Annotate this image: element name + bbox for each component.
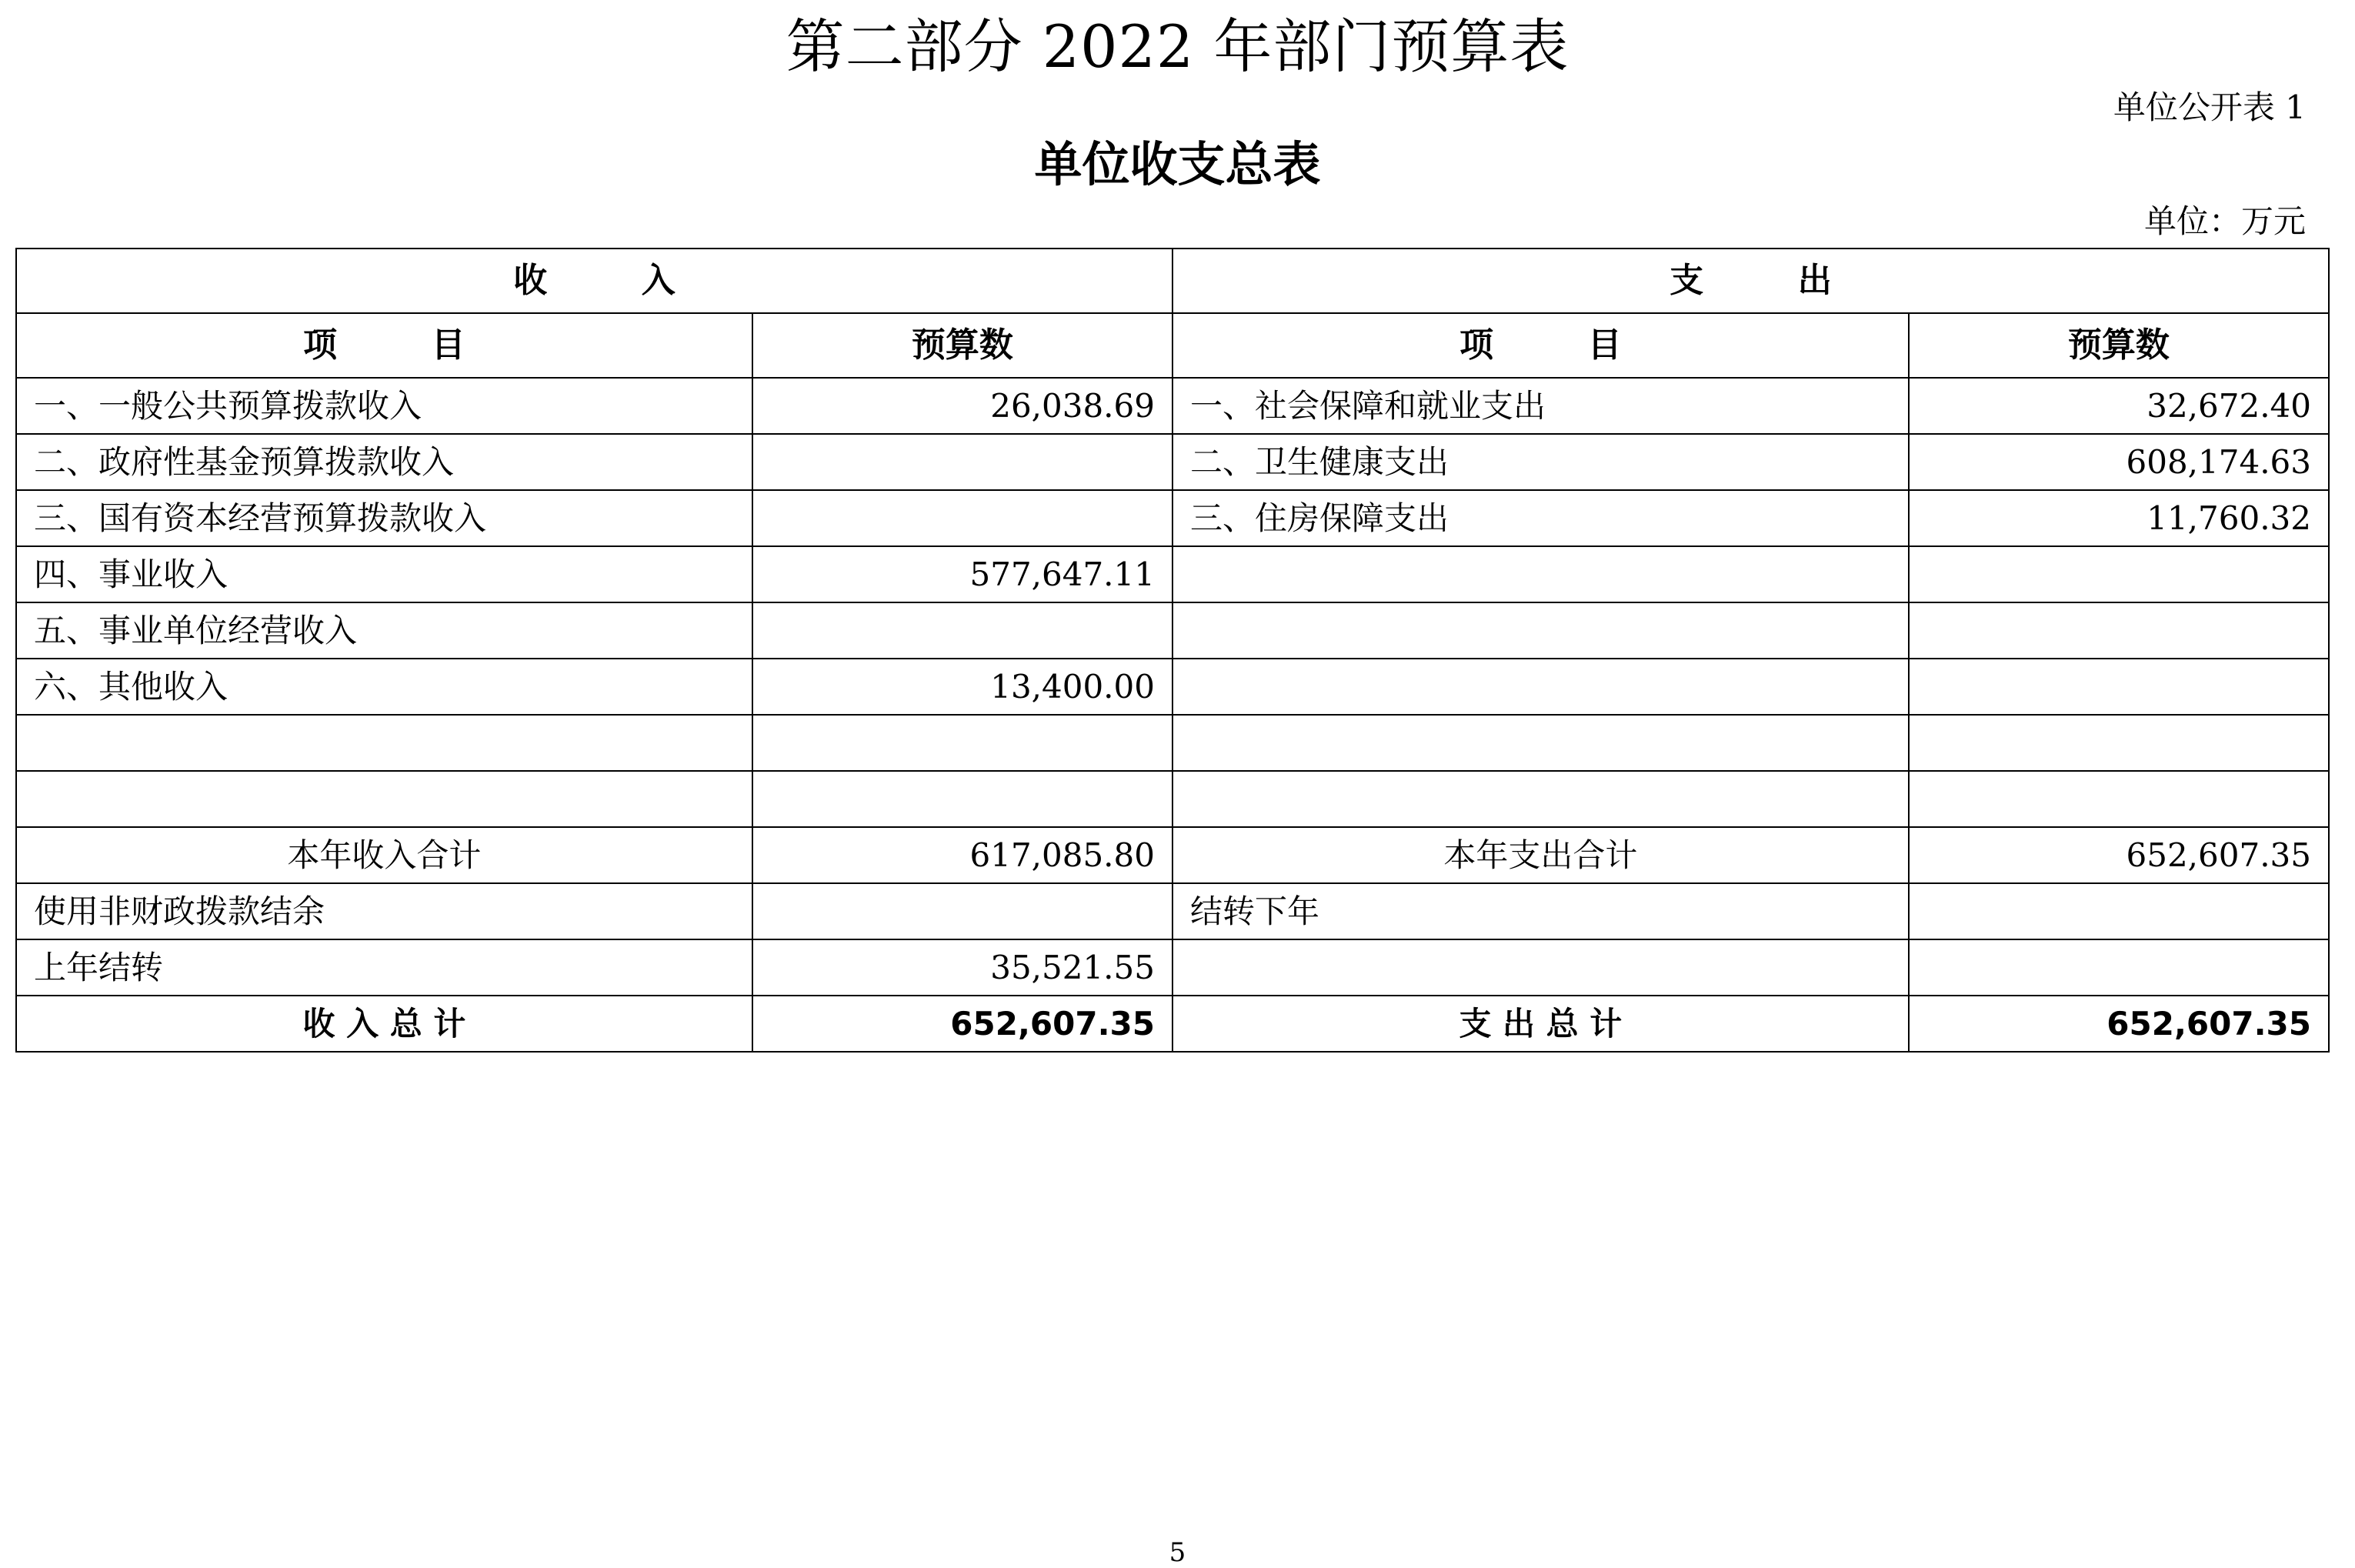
income-total-label: 收 入 总 计: [16, 996, 752, 1052]
expense-value: [1909, 939, 2329, 996]
expense-subtotal-label: 本年支出合计: [1172, 827, 1909, 883]
income-budget-header: 预算数: [752, 313, 1172, 378]
income-item: 五、事业单位经营收入: [16, 602, 752, 659]
income-item: [16, 771, 752, 827]
table-title: 单位收支总表: [1034, 136, 1321, 192]
expense-total-value: 652,607.35: [1909, 996, 2329, 1052]
expense-total-label: 支 出 总 计: [1172, 996, 1909, 1052]
table-code: 单位公开表 1: [2113, 88, 2306, 126]
expense-item: 结转下年: [1172, 883, 1909, 939]
page-number: 5: [1169, 1537, 1186, 1568]
income-value: 26,038.69: [752, 378, 1172, 434]
subtotal-row: [16, 827, 2329, 883]
expense-item: [1172, 659, 1909, 715]
income-item: [16, 715, 752, 771]
expense-value: [1909, 771, 2329, 827]
income-value: [752, 715, 1172, 771]
income-value: [752, 771, 1172, 827]
page-title: 第二部分 2022 年部门预算表: [786, 12, 1569, 81]
expense-subtotal-value: 652,607.35: [1909, 827, 2329, 883]
column-header-row: [16, 313, 2329, 378]
table-row: [16, 546, 2329, 602]
expense-value: [1909, 883, 2329, 939]
expense-item-header: 项 目: [1172, 313, 1909, 378]
expense-value: 608,174.63: [1909, 434, 2329, 490]
section-header-row: [16, 249, 2329, 313]
table-row: [16, 883, 2329, 939]
income-item: 六、其他收入: [16, 659, 752, 715]
table-row: [16, 378, 2329, 434]
table-row: [16, 490, 2329, 546]
expense-budget-header: 预算数: [1909, 313, 2329, 378]
income-value: 577,647.11: [752, 546, 1172, 602]
expense-value: 11,760.32: [1909, 490, 2329, 546]
income-value: 13,400.00: [752, 659, 1172, 715]
expense-item: 三、住房保障支出: [1172, 490, 1909, 546]
table-row: [16, 939, 2329, 996]
expense-value: [1909, 715, 2329, 771]
income-value: [752, 602, 1172, 659]
expense-item: [1172, 939, 1909, 996]
income-item: 上年结转: [16, 939, 752, 996]
income-item: 使用非财政拨款结余: [16, 883, 752, 939]
income-value: 35,521.55: [752, 939, 1172, 996]
expense-value: [1909, 546, 2329, 602]
total-row: [16, 996, 2329, 1052]
income-section-header: 收 入: [16, 249, 1172, 313]
income-item-header: 项 目: [16, 313, 752, 378]
income-item: 一、一般公共预算拨款收入: [16, 378, 752, 434]
expense-item: [1172, 715, 1909, 771]
income-item: 二、政府性基金预算拨款收入: [16, 434, 752, 490]
income-total-value: 652,607.35: [752, 996, 1172, 1052]
income-value: [752, 434, 1172, 490]
income-value: [752, 883, 1172, 939]
expense-value: 32,672.40: [1909, 378, 2329, 434]
table-row: [16, 715, 2329, 771]
table-row: [16, 602, 2329, 659]
unit-note: 单位：万元: [2143, 202, 2306, 240]
income-item: 四、事业收入: [16, 546, 752, 602]
expense-value: [1909, 659, 2329, 715]
table-row: [16, 434, 2329, 490]
income-subtotal-label: 本年收入合计: [16, 827, 752, 883]
table-row: [16, 659, 2329, 715]
expense-item: [1172, 771, 1909, 827]
table-row: [16, 771, 2329, 827]
expense-item: 一、社会保障和就业支出: [1172, 378, 1909, 434]
budget-table: [15, 248, 2330, 1053]
income-value: [752, 490, 1172, 546]
expense-item: [1172, 546, 1909, 602]
income-item: 三、国有资本经营预算拨款收入: [16, 490, 752, 546]
expense-section-header: 支 出: [1172, 249, 2329, 313]
income-subtotal-value: 617,085.80: [752, 827, 1172, 883]
expense-value: [1909, 602, 2329, 659]
expense-item: 二、卫生健康支出: [1172, 434, 1909, 490]
expense-item: [1172, 602, 1909, 659]
